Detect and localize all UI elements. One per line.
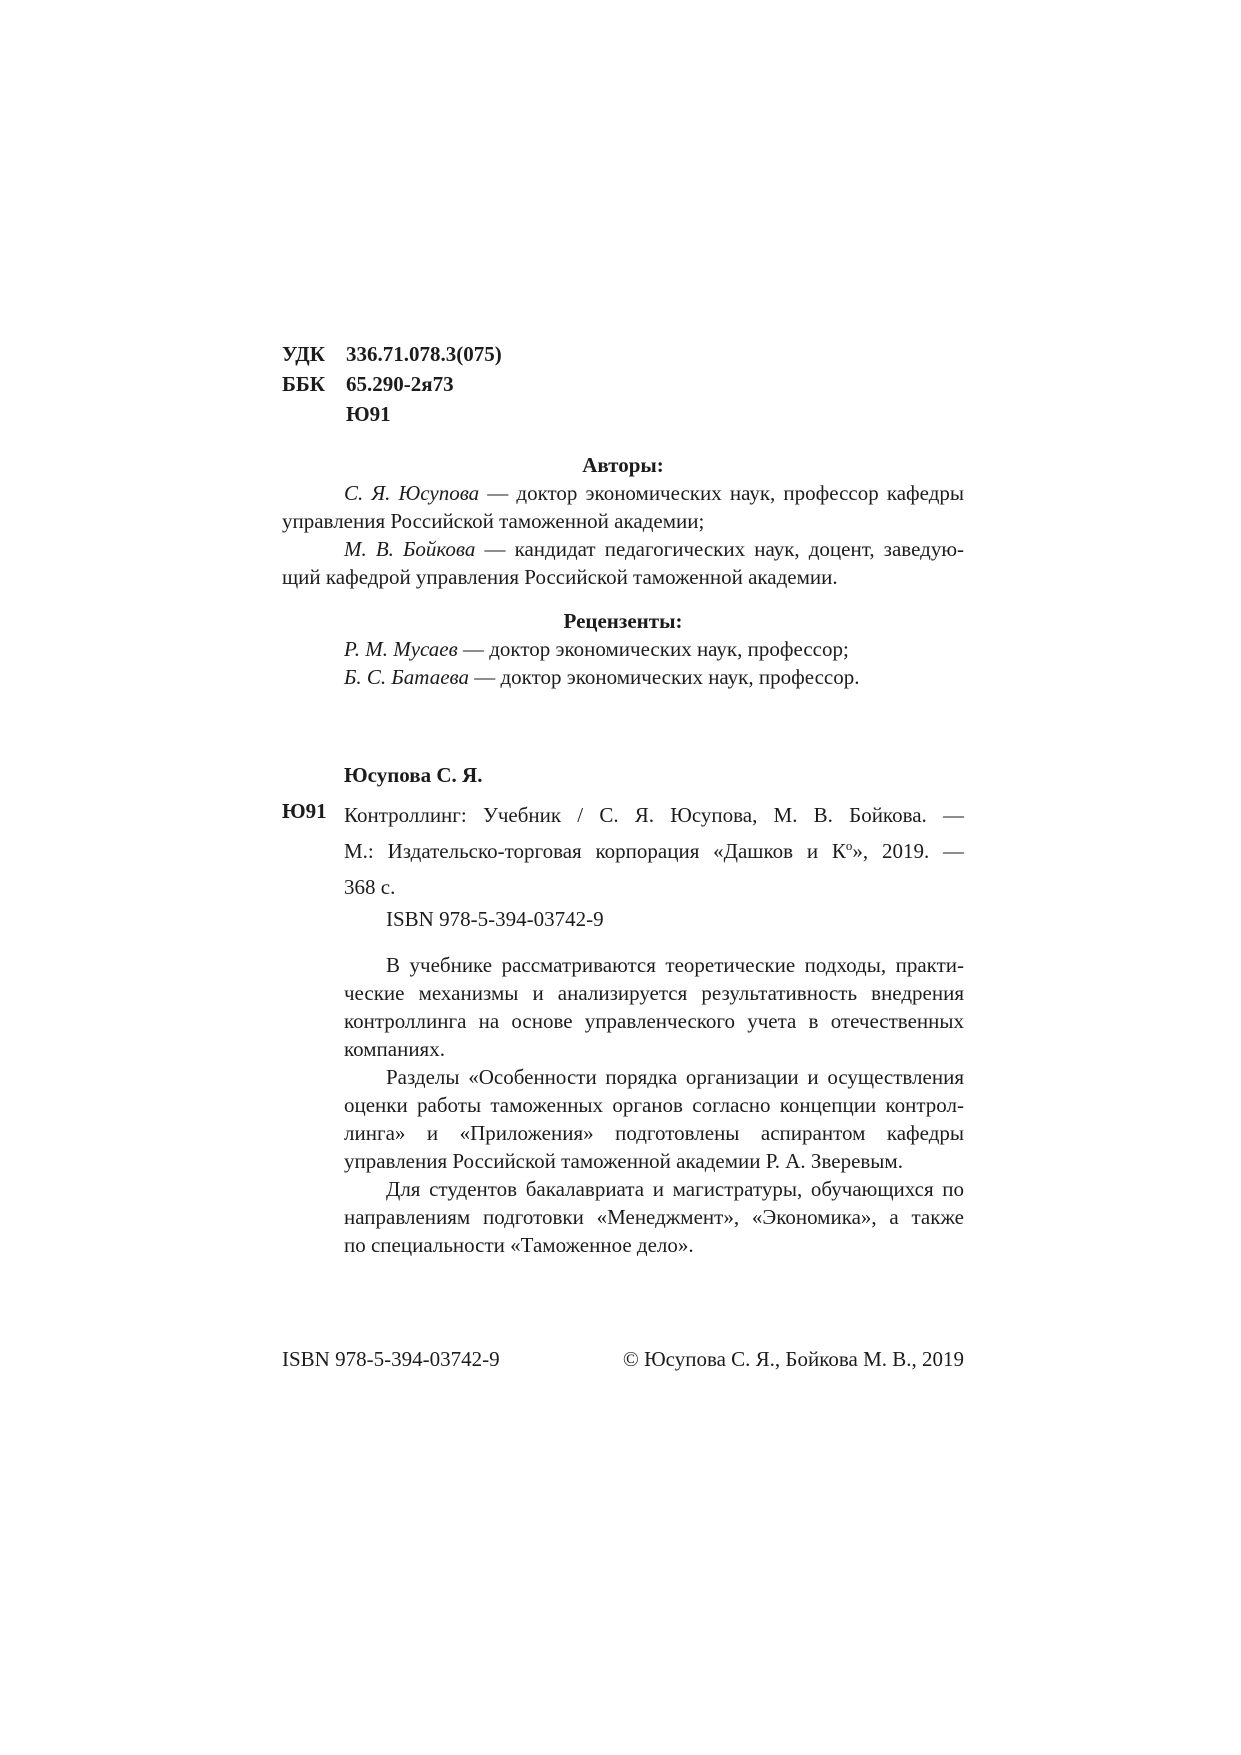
authors-heading: Авторы: — [582, 453, 664, 477]
reviewers-heading: Рецензенты: — [563, 609, 683, 633]
card-isbn: ISBN 978-5-394-03742-9 — [386, 907, 604, 931]
footer-isbn: ISBN 978-5-394-03742-9 — [282, 1347, 500, 1371]
abstract-paragraph-3 — [344, 1175, 964, 1259]
udk-value: 336.71.078.3(075) — [346, 342, 502, 366]
bbk-label: ББК — [282, 372, 325, 396]
card-desc-line3: 368 с. — [344, 875, 396, 899]
author2-desc1: — кандидат педагогических наук, доцент, заведую- — [475, 537, 965, 561]
abstract-line: оценки работы таможенных органов согласно концепции контрол- — [344, 1093, 964, 1117]
author1-line2: управления Российской таможенной академии; — [282, 509, 705, 533]
abstract-paragraph-1 — [344, 951, 964, 1063]
author2-line2: щий кафедрой управления Российской таможенной академии. — [282, 565, 838, 589]
abstract-line: по специальности «Таможенное дело». — [344, 1233, 694, 1257]
abstract-paragraph-2 — [344, 1063, 964, 1175]
abstract-line: Разделы «Особенности порядка организации и осуществления — [386, 1065, 964, 1089]
abstract-line: линга» и «Приложения» подготовлены аспирантом кафедры — [344, 1121, 964, 1145]
card-code: Ю91 — [282, 799, 327, 823]
card-desc-line2: М.: Издательско-торговая корпорация «Дашков и $К^о$», 2019. — — [344, 838, 965, 863]
abstract-line: контроллинга на основе управленческого учета в отечественных — [344, 1009, 964, 1033]
author1-desc1: — доктор экономических наук, профессор кафедры — [479, 481, 964, 505]
card-author-heading: Юсупова С. Я. — [344, 763, 483, 787]
abstract-line: компаниях. — [344, 1037, 445, 1061]
reviewer1-name: Р. М. Мусаев — [344, 637, 458, 661]
classification-block — [282, 339, 682, 429]
author2-name: М. В. Бойкова — [344, 537, 476, 561]
card-description — [344, 797, 964, 905]
abstract — [344, 951, 964, 1259]
abstract-line: направлениям подготовки «Менеджмент», «Экономика», а также — [344, 1205, 964, 1229]
abstract-line: В учебнике рассматриваются теоретические подходы, практи- — [386, 953, 964, 977]
author-sign: Ю91 — [346, 402, 391, 426]
udk-row — [282, 339, 682, 369]
author-sign-row — [282, 399, 682, 429]
udk-label: УДК — [282, 342, 325, 366]
author2-line1 — [344, 535, 964, 563]
reviewer2-line — [344, 663, 1026, 691]
card-desc-line1: Контроллинг: Учебник / С. Я. Юсупова, М. В. Бойкова. — — [344, 803, 964, 827]
bbk-value: 65.290-2я73 — [346, 372, 454, 396]
bbk-row — [282, 369, 682, 399]
author1-name: С. Я. Юсупова — [344, 481, 480, 505]
reviewer2-name: Б. С. Батаева — [344, 665, 469, 689]
abstract-line: Для студентов бакалавриата и магистратуры, обучающихся по — [386, 1177, 964, 1201]
reviewer2-desc: — доктор экономических наук, профессор. — [469, 665, 860, 689]
abstract-line: управления Российской таможенной академии Р. А. Зверевым. — [344, 1149, 903, 1173]
reviewer1-line — [344, 635, 1026, 663]
reviewer1-desc: — доктор экономических наук, профессор; — [457, 637, 849, 661]
author1-line1 — [344, 479, 964, 507]
footer-copyright: © Юсупова С. Я., Бойкова М. В., 2019 — [622, 1347, 964, 1371]
abstract-line: ческие механизмы и анализируется результативность внедрения — [344, 981, 964, 1005]
